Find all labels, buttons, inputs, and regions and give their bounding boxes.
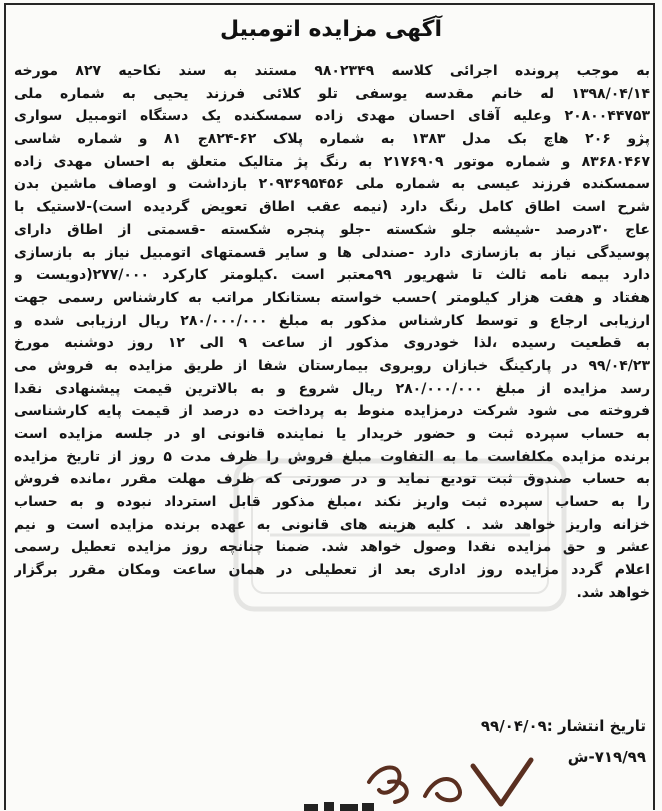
- notice-line-20: را به حساب سپرده ثبت واریز نکند ،مبلغ مذکور قابل استرداد نبوده و به حساب: [14, 494, 650, 511]
- notice-line-4: پژو ۲۰۶ هاچ بک مدل ۱۳۸۳ به شماره پلاک ۶۲-۸۲۴ج ۸۱ و شماره شاسی: [14, 131, 650, 148]
- notice-line-19: به حساب صندوق ثبت تودیع نماید و در صورتی که ظرف مهلت مقرر ،مانده فروش: [14, 471, 650, 488]
- notice-line-9: پوسیدگی نیاز به بازسازی دارد -صندلی ها و سایر قسمتهای اتومبیل نیاز به بازسازی: [14, 244, 650, 261]
- notice-line-16: فروخته می شود شرکت درمزایده منوط به پرداخت ده درصد از قیمت پایه کارشناسی: [14, 403, 650, 420]
- notice-line-10: دارد بیمه نامه ثالث تا شهریور ۹۹معتبر است .کیلومتر کارکرد ۲۷۷/۰۰۰(دویست و: [14, 267, 650, 284]
- cut-off-text-fragment: [300, 798, 380, 811]
- reference-code: ۷۱۹/۹۹-ش: [567, 748, 646, 766]
- notice-line-1: به موجب پرونده اجرائی کلاسه ۹۸۰۲۳۴۹ مستند به سند نکاحیه ۸۲۷ مورخه: [14, 63, 650, 79]
- notice-line-15: رسد مزایده از مبلغ ۲۸۰/۰۰۰/۰۰۰ ریال شروع و به بالاترین قیمت پیشنهادی نقدا: [14, 380, 650, 397]
- notice-line-18: برنده مزایده مکلفاست ما به التفاوت مبلغ فروش را ظرف مدت ۵ روز از تاریخ مزایده: [14, 448, 650, 465]
- notice-title: آگهی مزایده اتومبیل: [219, 17, 443, 42]
- notice-line-12: ارزیابی ارجاع و توسط کارشناس مذکور به مبلغ ۲۸۰/۰۰۰/۰۰۰ ریال ارزیابی شده و: [14, 312, 650, 329]
- notice-line-21: خزانه واریز خواهد شد . کلیه هزینه های قانونی به عهده برنده مزایده است و نیم: [14, 516, 650, 533]
- notice-body: [14, 60, 650, 605]
- handwritten-annotation: [355, 752, 555, 808]
- notice-line-2: ۱۳۹۸/۰۴/۱۴ له خانم مقدسه یوسفی تلو کلائی فرزند یحیی به شماره ملی: [14, 85, 650, 102]
- notice-line-24: خواهد شد.: [576, 584, 650, 601]
- notice-line-13: به قطعیت رسیده ،لذا خودروی مذکور از ساعت ۹ الی ۱۲ روز دوشنبه مورخ: [14, 335, 650, 352]
- notice-line-11: هفتاد و هفت هزار کیلومتر )حسب خواسته بستانکار مراتب به کارشناس رسمی جهت: [14, 289, 650, 306]
- notice-line-14: ۹۹/۰۴/۲۳ در پارکینگ خبازان روبروی بیمارستان شفا از طریق مزایده به فروش می: [14, 357, 650, 374]
- notice-line-22: عشر و حق مزایده نقدا وصول خواهد شد. ضمنا چنانچه روز مزایده تعطیل رسمی: [14, 539, 650, 556]
- notice-line-23: اعلام گردد مزایده روز اداری بعد از تعطیلی در همان ساعت ومکان مقرر برگزار: [14, 562, 650, 579]
- notice-line-3: ۲۰۸۰۰۴۴۷۵۳ وعلیه آقای احسان مهدی زاده سمسکنده یک دستگاه اتومبیل سواری: [14, 108, 650, 125]
- notice-line-5: ۸۳۶۸۰۴۶۷ و شماره موتور ۲۱۷۶۹۰۹ به رنگ پژ متالیک متعلق به احسان مهدی زاده: [14, 153, 650, 170]
- notice-line-7: شرح است اطاق کامل رنگ دارد (نیمه عقب اطاق تعویض گردیده است)-لاستیک با: [14, 199, 650, 216]
- notice-line-8: عاج ۳۰درصد -شیشه جلو شکسته -جلو پنجره شکسته -قسمتی از اطاق دارای: [14, 221, 650, 238]
- publication-date: تاریخ انتشار :۹۹/۰۴/۰۹: [480, 717, 646, 735]
- notice-line-6: سمسکنده فرزند عیسی به شماره ملی ۲۰۹۳۶۹۵۴۵۶ بازداشت و اوصاف ماشین بدن: [14, 176, 650, 193]
- notice-line-17: به حساب سپرده ثبت و حضور خریدار یا نماینده قانونی او در جلسه مزایده است: [14, 426, 650, 442]
